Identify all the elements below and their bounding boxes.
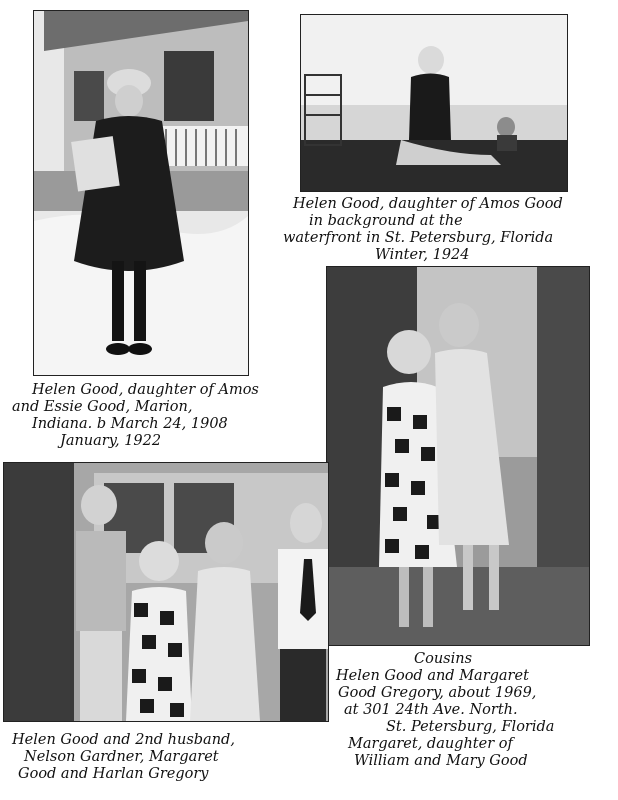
caption-helen-winter-1922 xyxy=(12,382,259,450)
photo-helen-waterfront-1924 xyxy=(300,14,568,192)
photo-helen-winter-1922 xyxy=(33,10,249,376)
caption-line: Margaret, daughter of xyxy=(348,736,513,752)
caption-line: Winter, 1924 xyxy=(375,247,470,263)
caption-line: Helen Good and Margaret xyxy=(336,668,529,684)
caption-line: Helen Good and 2nd husband, xyxy=(12,732,235,748)
caption-line: Helen Good, daughter of Amos Good xyxy=(293,196,563,212)
photo-group-four xyxy=(3,462,329,722)
photo-cousins-1969 xyxy=(326,266,590,646)
caption-line: waterfront in St. Petersburg, Florida xyxy=(283,230,554,246)
caption-line: Nelson Gardner, Margaret xyxy=(24,749,219,765)
caption-line: St. Petersburg, Florida xyxy=(386,719,555,735)
photo-group-four-image xyxy=(4,463,328,721)
caption-group-four xyxy=(12,732,235,783)
photo-helen-waterfront-1924-image xyxy=(301,15,567,191)
caption-line: Good Gregory, about 1969, xyxy=(338,685,537,701)
caption-helen-waterfront-1924 xyxy=(283,196,563,264)
caption-line: William and Mary Good xyxy=(354,753,528,769)
caption-line: Helen Good, daughter of Amos xyxy=(32,382,259,398)
caption-line: Indiana. b March 24, 1908 xyxy=(32,416,228,432)
caption-line: in background at the xyxy=(309,213,463,229)
caption-cousins-1969 xyxy=(328,651,554,770)
caption-line: January, 1922 xyxy=(60,433,162,449)
caption-line: at 301 24th Ave. North. xyxy=(344,702,518,718)
caption-line: and Essie Good, Marion, xyxy=(12,399,193,415)
photo-helen-winter-1922-image xyxy=(34,11,248,375)
caption-line: Cousins xyxy=(414,651,473,667)
photo-cousins-1969-image xyxy=(327,267,589,645)
caption-line: Good and Harlan Gregory xyxy=(18,766,209,782)
